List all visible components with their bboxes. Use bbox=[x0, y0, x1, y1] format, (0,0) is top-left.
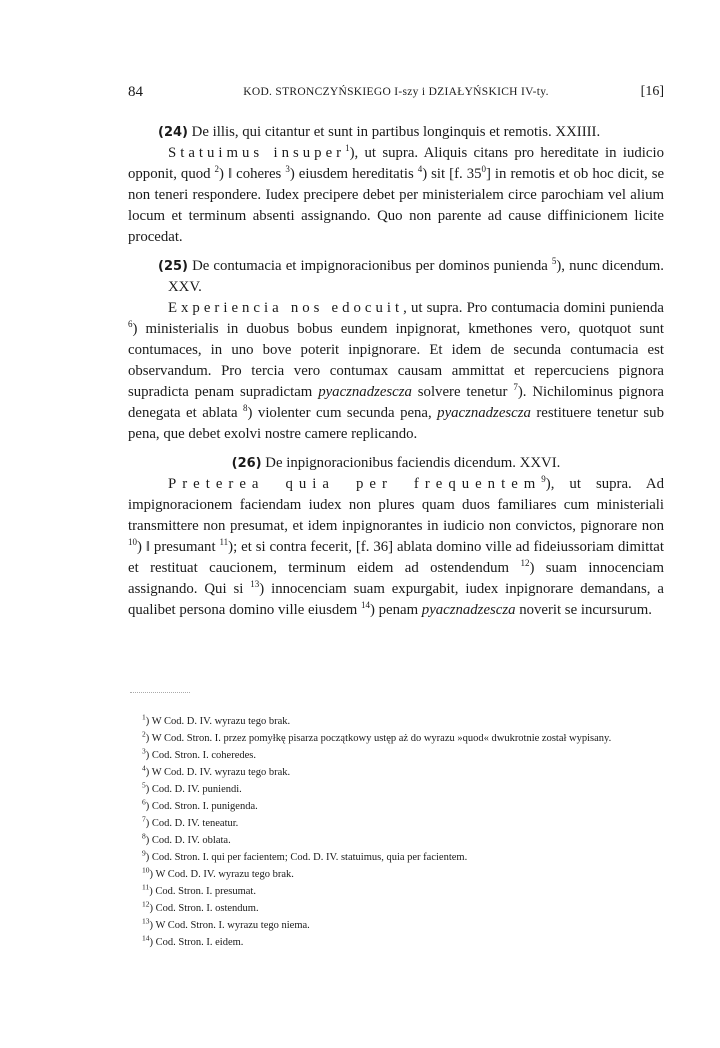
section-title-24: De illis, qui citantur et sunt in partibus longinquis et remotis. XXIIII. bbox=[187, 124, 601, 140]
footnote: $^5$) Cod. D. IV. puniendi. bbox=[142, 780, 242, 795]
footnote-ref: 4 bbox=[417, 164, 423, 175]
polish-term: pyacznadzescza bbox=[318, 384, 412, 400]
footnote: $^4$) W Cod. D. IV. wyrazu tego brak. bbox=[142, 763, 291, 778]
footnotes bbox=[128, 713, 668, 951]
footnote: $^{12}$) Cod. Stron. I. ostendum. bbox=[142, 899, 259, 914]
page-number: 84 bbox=[128, 84, 143, 100]
lead-words-25: Experiencia nos edocuit bbox=[168, 300, 404, 316]
lead-words-26: Preterea quia per frequentem bbox=[168, 476, 542, 492]
footnote: $^{11}$) Cod. Stron. I. presumat. bbox=[142, 882, 256, 897]
footnote-ref: 6 bbox=[128, 319, 133, 330]
footnote: $^7$) Cod. D. IV. teneatur. bbox=[142, 814, 239, 829]
folio-superscript: 0 bbox=[481, 164, 486, 175]
section-25-paragraph: Experiencia nos edocuit, ut supra. Pro contumacia domini punienda $^6$) ministerialis in duobus bobus eundem inpignorat, kmethones vero, quotquot sunt contumaces, in uno bove poterit inpignorare. Et idem de secunda contumacia est observandum. Pro tercia vero contumax causam ammittat et repercuciens pignora supradicta penam supradictam pyacznadzescza solvere tenetur $^7$). Nichilominus pignora denegata et ablata $^8$) violenter cum secunda pena, pyacznadzescza restituere tenetur sub pena, que debet exolvi nostre camere replicando. bbox=[128, 300, 664, 442]
footnote: $^8$) Cod. D. IV. oblata. bbox=[142, 831, 231, 846]
footnote-ref: 2 bbox=[214, 164, 220, 175]
footnote: $^1$) W Cod. D. IV. wyrazu tego brak. bbox=[142, 712, 291, 727]
section-number-24: (24) bbox=[158, 125, 188, 140]
footnote-ref: 1 bbox=[345, 143, 350, 154]
footnote: $^6$) Cod. Stron. I. punigenda. bbox=[142, 797, 258, 812]
section-number-25: (25) bbox=[158, 259, 188, 274]
footnote-ref: 14 bbox=[361, 600, 371, 611]
section-26-paragraph: Preterea quia per frequentem$^9$), ut supra. Ad impignoracionem faciendam iudex non plures quam duos familiares cum ministeriali transmittere non presumat, et idem inpignorantes in iudicio non convictos, pignorare non $^{10}$) ‖ presumant $^{11}$); et si contra fecerit, [f. 36] ablata domino ville ad fideiussoriam dimittat et restituat caucionem, terminum eidem ad ostendendum $^{12}$) suam innocenciam assignando. Qui si $^{13}$) innocenciam suam expurgabit, iudex inpignorare demandans, a qualibet persona domino ville eiusdem $^{14}$) penam pyacznadzescza noverit se incursurum. bbox=[128, 474, 664, 618]
polish-term: pyacznadzescza bbox=[437, 405, 531, 421]
section-25-heading: (25) De contumacia et impignoracionibus per dominos punienda $^5$), nunc dicendum. XXV. bbox=[158, 256, 664, 295]
section-26-heading: (26) De inpignoracionibus faciendis dicendum. XXVI. bbox=[231, 455, 561, 471]
footnote: $^9$) Cod. Stron. I. qui per facientem; Cod. D. IV. statuimus, quia per facientem. bbox=[142, 848, 468, 863]
footnote-ref: 3 bbox=[285, 164, 290, 175]
main-text bbox=[128, 122, 664, 621]
polish-term: pyacznadzescza bbox=[421, 602, 516, 618]
footnote-ref: 7 bbox=[513, 382, 518, 393]
footnote-ref: 11 bbox=[219, 537, 229, 548]
section-24-paragraph: Statuimus insuper$^1$), ut supra. Aliquis citans pro hereditate in iudicio opponit, quod $^2$) ‖ coheres $^3$) eiusdem hereditatis $^4$) sit [f. $35^0$] in remotis et ob hoc dicit, se non teneri respondere. Iudex precipere debet per ministerialem circe parochiam vel alium locum et terminum absenti assignando. Quo non parente ad cause diffinicionem licite procedat. bbox=[128, 143, 665, 245]
lead-words-24: Statuimus insuper bbox=[168, 145, 346, 161]
section-number-26: (26) bbox=[231, 456, 262, 471]
footnote: $^{13}$) W Cod. Stron. I. wyrazu tego niema. bbox=[142, 916, 310, 931]
footnote: $^2$) W Cod. Stron. I. przez pomyłkę pisarza początkowy ustęp aż do wyrazu »quod« dwukrotnie został wypisany. bbox=[142, 729, 612, 744]
section-number: [16] bbox=[640, 84, 664, 99]
footnote-ref: 5 bbox=[551, 256, 557, 267]
footnote-separator bbox=[130, 692, 190, 693]
footnote-ref: 12 bbox=[520, 558, 530, 569]
footnote-ref: 9 bbox=[541, 474, 546, 485]
footnote-ref: 10 bbox=[128, 537, 137, 548]
running-title: KOD. STRONCZYŃSKIEGO I-szy i DZIAŁYŃSKICH IV-ty. bbox=[243, 86, 549, 98]
running-header bbox=[128, 84, 664, 104]
footnote: $^{10}$) W Cod. D. IV. wyrazu tego brak. bbox=[142, 865, 294, 880]
footnote-ref: 8 bbox=[243, 403, 248, 414]
footnote-ref: 13 bbox=[250, 579, 260, 590]
section-24-heading bbox=[128, 122, 664, 143]
footnote: $^{14}$) Cod. Stron. I. eidem. bbox=[142, 933, 244, 948]
footnote: $^3$) Cod. Stron. I. coheredes. bbox=[142, 746, 256, 761]
